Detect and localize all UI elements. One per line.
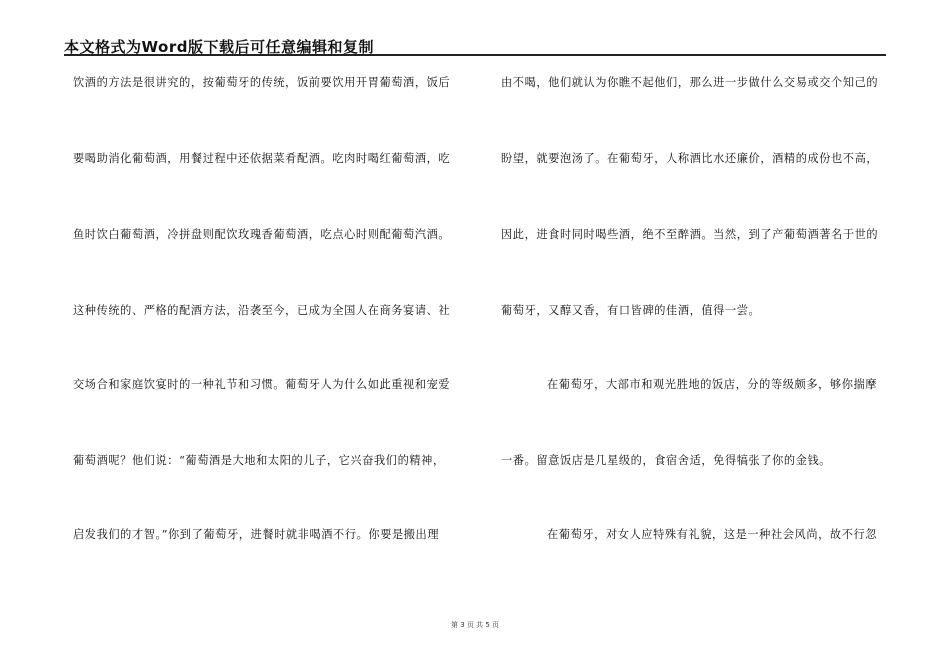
left-line-5: 交场合和家庭饮宴时的一种礼节和习惯。葡萄牙人为什么如此重视和宠爱 — [73, 378, 451, 391]
right-line-2: 盼望，就要泡汤了。在葡萄牙，人称酒比水还廉价，酒精的成份也不高， — [501, 152, 879, 165]
document-header-title: 本文格式为Word版下载后可任意编辑和复制 — [64, 38, 374, 56]
page-number-footer: 第 3 页 共 5 页 — [450, 621, 500, 629]
right-line-7: 在葡萄牙，对女人应特殊有礼貌，这是一种社会风尚，故不行忽 — [547, 528, 878, 541]
right-line-3: 因此，进食时同时喝些酒，绝不至醉酒。当然，到了产葡萄酒著名于世的 — [501, 228, 879, 241]
left-line-4: 这种传统的、严格的配酒方法，沿袭至今，已成为全国人在商务宴请、社 — [73, 304, 451, 317]
header-divider — [64, 54, 886, 56]
right-line-4: 葡萄牙，又醇又香，有口皆碑的佳酒，值得一尝。 — [501, 304, 761, 317]
left-line-2: 要喝助消化葡萄酒，用餐过程中还依据菜肴配酒。吃肉时喝红葡萄酒，吃 — [73, 152, 451, 165]
left-line-7: 启发我们的才智。”你到了葡萄牙，进餐时就非喝酒不行。你要是搬出理 — [73, 528, 440, 541]
left-line-3: 鱼时饮白葡萄酒，冷拼盘则配饮玫瑰香葡萄酒，吃点心时则配葡萄汽酒。 — [73, 228, 451, 241]
right-line-5: 在葡萄牙，大部市和观光胜地的饭店，分的等级颇多，够你揣摩 — [547, 378, 878, 391]
right-line-6: 一番。留意饭店是几星级的，食宿舍适，免得犒张了你的金钱。 — [501, 454, 832, 467]
left-line-1: 饮酒的方法是很讲究的，按葡萄牙的传统，饭前要饮用开胃葡萄酒，饭后 — [73, 76, 451, 89]
left-line-6: 葡萄酒呢？他们说：“葡萄酒是大地和太阳的儿子，它兴奋我们的精神， — [73, 454, 445, 467]
right-line-1: 由不喝，他们就认为你瞧不起他们，那么进一步做什么交易或交个知己的 — [501, 76, 879, 89]
